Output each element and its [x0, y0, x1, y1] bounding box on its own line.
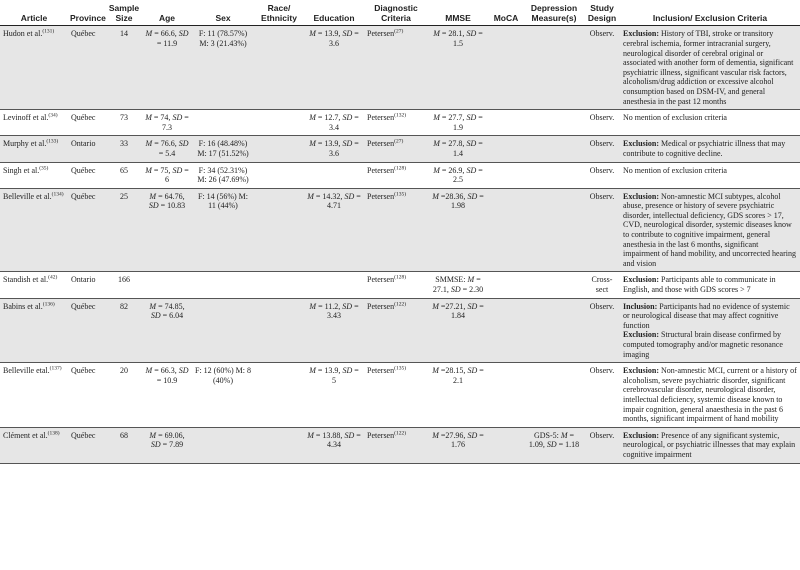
race-cell — [254, 188, 304, 272]
sample-size-cell: 33 — [120, 139, 128, 149]
column-header: Age — [142, 0, 192, 26]
depression-cell — [524, 272, 584, 298]
design-cell: Observ. — [589, 139, 615, 149]
education-cell: M = 12.7, SD = 3.4 — [309, 113, 359, 132]
design-cell: Observ. — [589, 430, 615, 440]
depression-cell — [524, 136, 584, 162]
depression-cell — [524, 298, 584, 363]
column-header: Diagnostic Criteria — [364, 0, 428, 26]
design-cell: Observ. — [589, 113, 615, 123]
design-cell: Observ. — [589, 29, 615, 39]
race-cell — [254, 162, 304, 188]
age-cell: M = 66.3, SD = 10.9 — [145, 366, 189, 385]
column-header: Sample Size — [106, 0, 142, 26]
criteria-text-cell: Exclusion: Presence of any significant systemic, neurological, or psychiatric illnesses that may explain cognitive impairment — [623, 430, 796, 459]
age-cell: M = 69.06, SD = 7.89 — [149, 430, 185, 450]
column-header: MoCA — [488, 0, 524, 26]
column-header: Article — [0, 0, 68, 26]
column-header: Study Design — [584, 0, 620, 26]
sample-size-cell: 14 — [120, 29, 128, 39]
table-row — [0, 136, 800, 162]
column-header: Inclusion/ Exclusion Criteria — [620, 0, 800, 26]
moca-cell — [488, 298, 524, 363]
age-cell: M = 64.76, SD = 10.83 — [148, 191, 186, 211]
mmse-cell: M =27.21, SD = 1.84 — [432, 301, 484, 321]
sex-cell: F: 14 (56%) M: 11 (44%) — [198, 191, 248, 211]
mmse-cell: M =28.36, SD = 1.98 — [432, 191, 484, 211]
moca-cell — [488, 136, 524, 162]
sample-size-cell: 65 — [120, 165, 128, 175]
sample-size-cell: 166 — [118, 275, 130, 285]
criteria-cell: Petersen$^{(128)}$ — [367, 164, 407, 175]
moca-cell — [488, 272, 524, 298]
design-cell: Observ. — [589, 191, 615, 201]
age-cell: M = 66.6, SD = 11.9 — [145, 29, 189, 48]
article-cell: Standish et al.$^{(42)}$ — [3, 274, 58, 285]
sex-cell — [192, 272, 254, 298]
article-cell: Babins et al.$^{(136)}$ — [3, 300, 55, 311]
education-cell: M = 14.32, SD = 4.71 — [307, 191, 361, 211]
criteria-text-cell: Exclusion: Participants able to communicate in English, and those with GDS scores > 7 — [623, 275, 776, 295]
depression-cell: GDS-5: M = 1.09, SD = 1.18 — [528, 430, 580, 450]
province-cell: Québec — [71, 301, 96, 311]
column-header: Race/ Ethnicity — [254, 0, 304, 26]
column-header: Education — [304, 0, 364, 26]
province-cell: Québec — [71, 366, 96, 376]
table-row — [0, 298, 800, 363]
criteria-text-cell: Inclusion: Participants had no evidence of systemic or neurological disease that may affect cognitive function Exclusion: Structural brain disease confirmed by computed tomography and/or magnetic resonance imaging — [623, 301, 790, 359]
table-row — [0, 162, 800, 188]
age-cell: M = 74, SD = 7.3 — [145, 113, 189, 132]
sample-size-cell: 68 — [120, 430, 128, 440]
moca-cell — [488, 110, 524, 136]
race-cell — [254, 136, 304, 162]
age-cell — [142, 272, 192, 298]
sample-size-cell: 82 — [120, 301, 128, 311]
age-cell: M = 75, SD = 6 — [145, 165, 189, 185]
criteria-cell: Petersen$^{(27)}$ — [367, 138, 404, 149]
mmse-cell: M = 26.9, SD = 2.5 — [433, 165, 483, 185]
age-cell: M = 76.6, SD = 5.4 — [145, 139, 189, 158]
criteria-cell: Petersen$^{(128)}$ — [367, 274, 407, 285]
education-cell: M = 13.9, SD = 3.6 — [309, 29, 359, 48]
design-cell: Observ. — [589, 366, 615, 376]
age-cell: M = 74.85, SD = 6.04 — [149, 301, 185, 321]
province-cell: Québec — [71, 165, 96, 175]
race-cell — [254, 26, 304, 110]
criteria-text-cell: Exclusion: Medical or psychiatric illness that may contribute to cognitive decline. — [623, 139, 786, 158]
criteria-cell: Petersen$^{(135)}$ — [367, 365, 407, 376]
column-header: Province — [68, 0, 106, 26]
article-cell: Belleville etal.$^{(137)}$ — [3, 365, 62, 376]
criteria-text-cell: Exclusion: Non-amnestic MCI subtypes, alcohol abuse, presence or history of severe psychiatric disorder, intellectual deficiency, GDS scores > 17, CVD, neurological disorder, systemic diseases know to contribute to cognitive impairment, general anesthesia in the last 6 months, significant impairment of hand mobility, and uncorrected hearing and vision — [623, 191, 796, 268]
province-cell: Ontario — [71, 275, 96, 285]
depression-cell — [524, 162, 584, 188]
column-header: Sex — [192, 0, 254, 26]
article-cell: Murphy et al.$^{(133)}$ — [3, 138, 59, 149]
criteria-cell: Petersen$^{(122)}$ — [367, 300, 407, 311]
mmse-cell: M =27.96, SD = 1.76 — [432, 430, 484, 450]
table-row — [0, 26, 800, 110]
mmse-cell: SMMSE: M = 27.1, SD = 2.30 — [432, 275, 484, 295]
article-cell: Clément et al.$^{(138)}$ — [3, 430, 60, 440]
moca-cell — [488, 363, 524, 428]
sample-size-cell: 20 — [120, 366, 128, 376]
criteria-text-cell: No mention of exclusion criteria — [623, 113, 727, 123]
design-cell: Observ. — [589, 165, 615, 175]
race-cell — [254, 110, 304, 136]
education-cell: M = 13.9, SD = 5 — [309, 366, 359, 385]
table-row — [0, 272, 800, 298]
table-body — [0, 26, 800, 463]
sample-size-cell: 25 — [120, 191, 128, 201]
education-cell: M = 13.9, SD = 3.6 — [309, 139, 359, 158]
moca-cell — [488, 162, 524, 188]
table-row — [0, 110, 800, 136]
race-cell — [254, 363, 304, 428]
moca-cell — [488, 188, 524, 272]
criteria-text-cell: No mention of exclusion criteria — [623, 165, 727, 175]
sex-cell: F: 12 (60%) M: 8 (40%) — [195, 366, 251, 385]
sex-cell — [192, 110, 254, 136]
education-cell: M = 13.88, SD = 4.34 — [307, 430, 361, 450]
sex-cell: F: 34 (52.31%) M: 26 (47.69%) — [197, 165, 249, 185]
sample-size-cell: 73 — [120, 113, 128, 123]
criteria-text-cell: Exclusion: History of TBI, stroke or transitory cerebral ischemia, former intracranial surgery, neurological disorder of cerebral original or associated with another form of dementia, significant psychiatric illness, significant vascular risk factors, alcoholism/drug addiction or excessive alcohol consumption based on DSM-IV, and general anesthesia in the past 12 months — [623, 29, 794, 106]
article-cell: Singh et al.$^{(35)}$ — [3, 164, 49, 175]
column-header: Depression Measure(s) — [524, 0, 584, 26]
education-cell — [304, 272, 364, 298]
criteria-cell: Petersen$^{(132)}$ — [367, 112, 407, 123]
province-cell: Québec — [71, 29, 96, 39]
race-cell — [254, 298, 304, 363]
article-cell: Belleville et al.$^{(134)}$ — [3, 191, 64, 201]
sex-cell — [192, 427, 254, 463]
mmse-cell: M = 27.7, SD = 1.9 — [433, 113, 483, 132]
table-row — [0, 363, 800, 428]
mmse-cell: M = 27.8, SD = 1.4 — [433, 139, 483, 158]
criteria-cell: Petersen$^{(135)}$ — [367, 191, 407, 201]
province-cell: Québec — [71, 430, 96, 440]
table-row — [0, 188, 800, 272]
depression-cell — [524, 363, 584, 428]
header-row — [0, 0, 800, 26]
depression-cell — [524, 26, 584, 110]
article-cell: Hudon et al.$^{(131)}$ — [3, 28, 55, 39]
race-cell — [254, 272, 304, 298]
depression-cell — [524, 188, 584, 272]
province-cell: Québec — [71, 191, 96, 201]
mmse-cell: M =28.15, SD = 2.1 — [432, 366, 484, 385]
province-cell: Québec — [71, 113, 96, 123]
race-cell — [254, 427, 304, 463]
moca-cell — [488, 427, 524, 463]
sex-cell — [192, 298, 254, 363]
design-cell: Cross- sect — [591, 275, 613, 295]
mmse-cell: M = 28.1, SD = 1.5 — [433, 29, 483, 48]
moca-cell — [488, 26, 524, 110]
article-cell: Levinoff et al.$^{(34)}$ — [3, 112, 58, 123]
criteria-cell: Petersen$^{(27)}$ — [367, 28, 404, 39]
column-header: MMSE — [428, 0, 488, 26]
criteria-text-cell: Exclusion: Non-amnestic MCI, current or a history of alcoholism, severe psychiatric disorder, significant cerebrovascular disorder, neurological disorder, intellectual deficiency, systemic disease known to impair cognition, general anaesthesia in the past 6 months, significant impairment of hand mobility — [623, 366, 797, 424]
design-cell: Observ. — [589, 301, 615, 311]
education-cell — [304, 162, 364, 188]
province-cell: Ontario — [71, 139, 96, 149]
sex-cell: F: 11 (78.57%) M: 3 (21.43%) — [198, 29, 248, 48]
criteria-cell: Petersen$^{(122)}$ — [367, 430, 407, 440]
depression-cell — [524, 110, 584, 136]
education-cell: M = 11.2, SD = 3.43 — [309, 301, 359, 321]
table-row — [0, 427, 800, 463]
sex-cell: F: 16 (48.48%) M: 17 (51.52%) — [197, 139, 249, 158]
